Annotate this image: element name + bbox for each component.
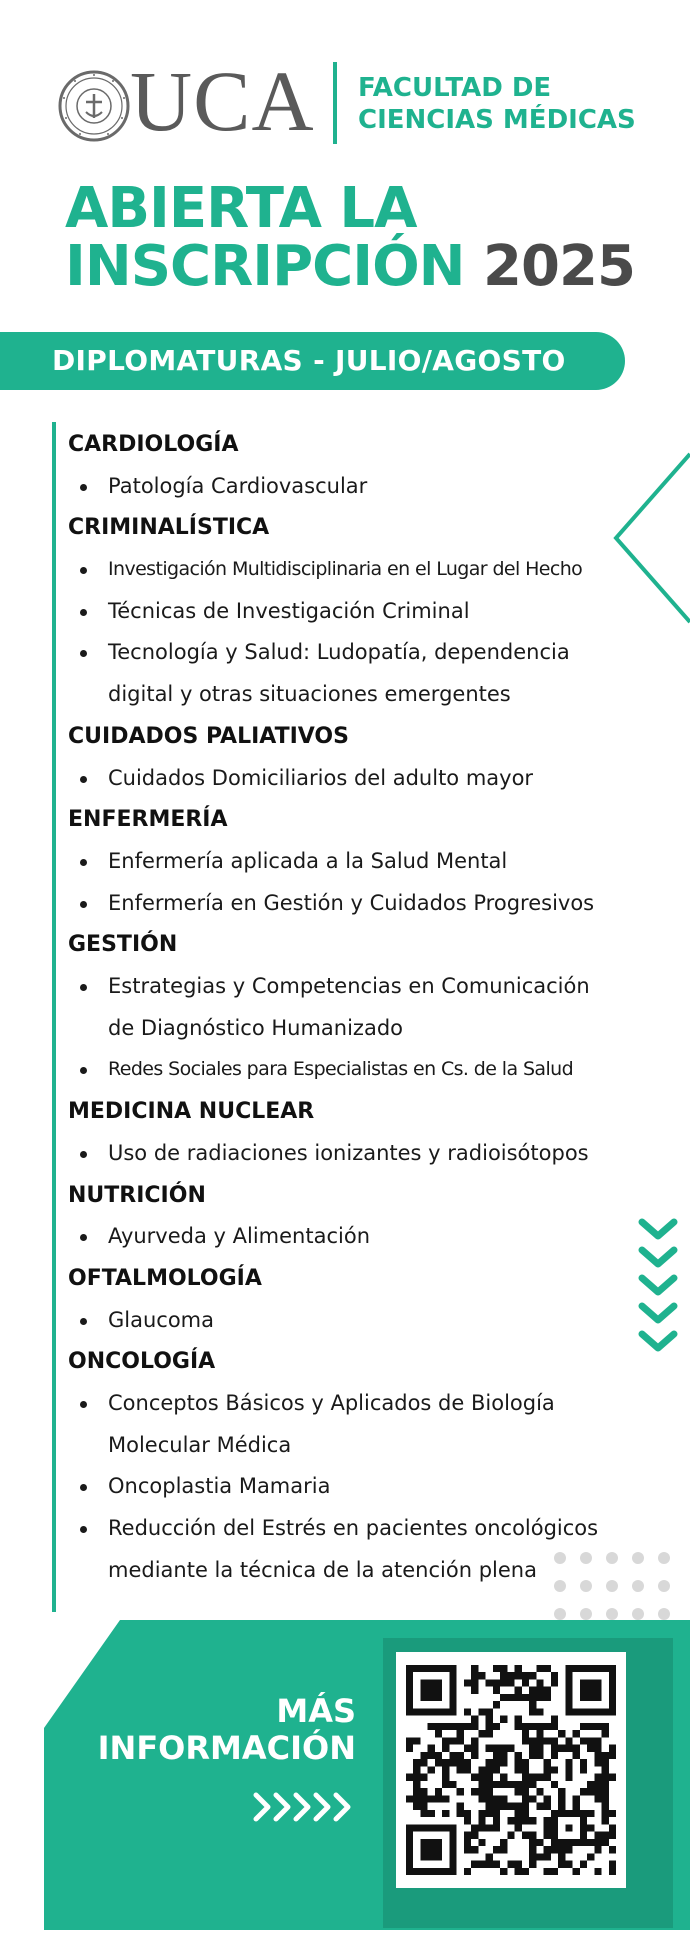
course-item: Uso de radiaciones ionizantes y radioisótopos [68,1133,648,1175]
logo-divider [333,62,337,144]
uca-logo-text: UCA [130,53,315,149]
section-title: GESTIÓN [68,932,178,958]
headline [65,176,635,299]
course-item: Oncoplastia Mamaria [68,1466,648,1508]
headline-line-1: ABIERTA LA [65,176,417,241]
course-item: Reducción del Estrés en pacientes oncológicos [68,1508,648,1550]
headline-year: 2025 [483,234,635,299]
chevrons-right-icon [250,1787,356,1827]
headline-line-2: INSCRIPCIÓN [65,234,465,299]
section-title: ENFERMERÍA [68,807,228,833]
course-item: Tecnología y Salud: Ludopatía, dependencia [68,632,648,674]
section-oftalmologia [68,1258,648,1341]
section-title: CUIDADOS PALIATIVOS [68,723,349,749]
section-criminalistica [68,507,648,716]
section-title: CRIMINALÍSTICA [68,515,270,541]
course-item: Glaucoma [68,1300,648,1342]
more-info-line-1: MÁS [276,1692,356,1730]
course-item: Ayurveda y Alimentación [68,1216,648,1258]
section-gestion [68,924,648,1091]
faculty-line-1: FACULTAD DE [358,73,552,103]
diplomaturas-band [0,332,625,390]
course-item: Enfermería aplicada a la Salud Mental [68,841,648,883]
course-list [68,424,648,1592]
chevrons-down-decoration [636,1216,680,1362]
section-title: MEDICINA NUCLEAR [68,1099,315,1125]
course-item: Estrategias y Competencias en Comunicación [68,966,648,1008]
band-label: DIPLOMATURAS - JULIO/AGOSTO [52,344,566,377]
course-item-continuation: mediante la técnica de la atención plena [108,1557,537,1582]
faculty-name [358,72,636,136]
faculty-line-2: CIENCIAS MÉDICAS [358,105,636,135]
course-item-continuation: Molecular Médica [108,1432,292,1457]
diamond-outline-decoration [612,452,690,624]
section-title: OFTALMOLOGÍA [68,1265,262,1291]
section-medicina-nuclear [68,1091,648,1174]
section-title: CARDIOLOGÍA [68,432,239,457]
dot-grid-decoration [552,1548,674,1628]
course-item-continuation: de Diagnóstico Humanizado [108,1015,404,1040]
course-item-continuation: digital y otras situaciones emergentes [108,682,511,707]
course-item: Redes Sociales para Especialistas en Cs. de la Salud [68,1049,648,1091]
section-cardiologia [68,424,648,507]
uca-seal-icon [58,70,130,142]
list-accent-line [52,422,56,1612]
course-item: Conceptos Básicos y Aplicados de Biología [68,1383,648,1425]
course-item: Patología Cardiovascular [68,466,648,508]
section-title: ONCOLOGÍA [68,1349,216,1375]
qr-code-icon[interactable] [406,1664,616,1876]
course-item: Cuidados Domiciliarios del adulto mayor [68,758,648,800]
more-info-line-2: INFORMACIÓN [97,1729,356,1767]
course-item: Investigación Multidisciplinaria en el Lugar del Hecho [68,549,648,591]
section-title: NUTRICIÓN [68,1182,206,1208]
section-nutricion [68,1175,648,1258]
section-cuidados-paliativos [68,716,648,799]
course-item: Enfermería en Gestión y Cuidados Progresivos [68,883,648,925]
section-enfermeria [68,799,648,924]
more-info-label [98,1693,356,1767]
course-item: Técnicas de Investigación Criminal [68,591,648,633]
